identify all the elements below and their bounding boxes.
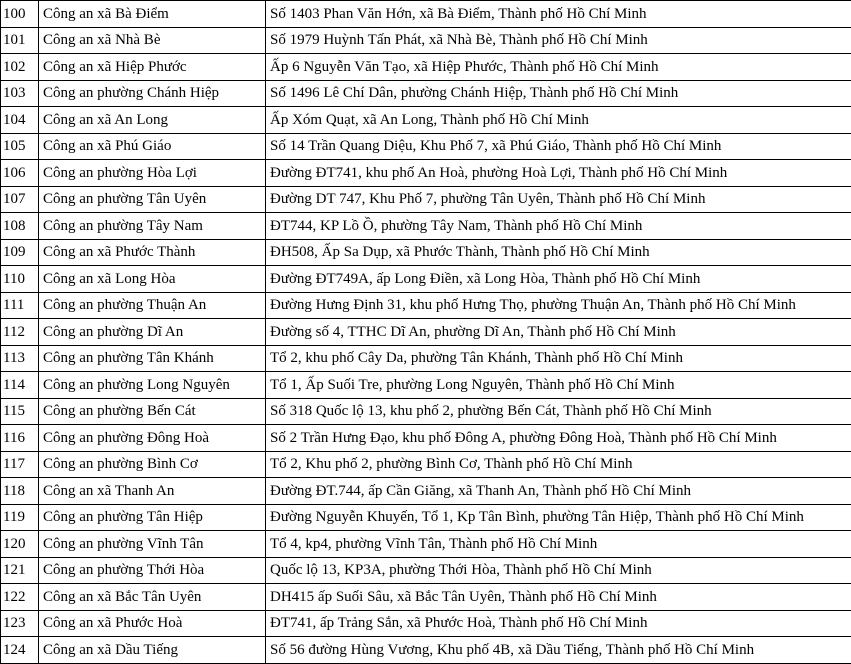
station-name-cell: Công an xã Bắc Tân Uyên <box>39 584 266 611</box>
row-number-cell: 108 <box>1 213 39 240</box>
station-name-cell: Công an phường Thuận An <box>39 292 266 319</box>
station-name-cell: Công an phường Tân Khánh <box>39 345 266 372</box>
station-name-cell: Công an phường Hòa Lợi <box>39 160 266 187</box>
station-address-cell: Ấp Xóm Quạt, xã An Long, Thành phố Hồ Chí Minh <box>266 107 851 134</box>
row-number-cell: 121 <box>1 557 39 584</box>
station-name-cell: Công an phường Tân Uyên <box>39 186 266 213</box>
row-number-cell: 104 <box>1 107 39 134</box>
table-row <box>1 213 851 240</box>
table-row <box>1 557 851 584</box>
table-row <box>1 425 851 452</box>
row-number-cell: 100 <box>1 1 39 28</box>
station-address-cell: Số 1496 Lê Chí Dân, phường Chánh Hiệp, Thành phố Hồ Chí Minh <box>266 80 851 107</box>
station-address-cell: ĐH508, Ấp Sa Dụp, xã Phước Thành, Thành phố Hồ Chí Minh <box>266 239 851 266</box>
station-address-cell: ĐT741, ấp Trảng Sắn, xã Phước Hoà, Thành phố Hồ Chí Minh <box>266 610 851 637</box>
station-address-cell: Đường ĐT.744, ấp Cần Giăng, xã Thanh An, Thành phố Hồ Chí Minh <box>266 478 851 505</box>
table-row <box>1 345 851 372</box>
row-number-cell: 112 <box>1 319 39 346</box>
row-number-cell: 119 <box>1 504 39 531</box>
table-row <box>1 186 851 213</box>
station-name-cell: Công an xã Long Hòa <box>39 266 266 293</box>
station-address-cell: Số 1979 Huỳnh Tấn Phát, xã Nhà Bè, Thành phố Hồ Chí Minh <box>266 27 851 54</box>
station-name-cell: Công an phường Tân Hiệp <box>39 504 266 531</box>
table-row <box>1 160 851 187</box>
station-address-cell: Tổ 2, khu phố Cây Da, phường Tân Khánh, Thành phố Hồ Chí Minh <box>266 345 851 372</box>
table-row <box>1 584 851 611</box>
table-row <box>1 504 851 531</box>
row-number-cell: 109 <box>1 239 39 266</box>
table-row <box>1 531 851 558</box>
table-row <box>1 1 851 28</box>
table-row <box>1 107 851 134</box>
station-address-cell: ĐT744, KP Lồ Ồ, phường Tây Nam, Thành phố Hồ Chí Minh <box>266 213 851 240</box>
table-row <box>1 27 851 54</box>
table-row <box>1 80 851 107</box>
station-name-cell: Công an xã Phước Hoà <box>39 610 266 637</box>
station-address-cell: Số 2 Trần Hưng Đạo, khu phố Đông A, phường Đông Hoà, Thành phố Hồ Chí Minh <box>266 425 851 452</box>
row-number-cell: 103 <box>1 80 39 107</box>
table-row <box>1 266 851 293</box>
row-number-cell: 101 <box>1 27 39 54</box>
row-number-cell: 102 <box>1 54 39 81</box>
station-name-cell: Công an phường Bến Cát <box>39 398 266 425</box>
table-row <box>1 478 851 505</box>
station-address-cell: Đường DT 747, Khu Phố 7, phường Tân Uyên, Thành phố Hồ Chí Minh <box>266 186 851 213</box>
table-row <box>1 54 851 81</box>
station-name-cell: Công an phường Bình Cơ <box>39 451 266 478</box>
row-number-cell: 106 <box>1 160 39 187</box>
station-address-cell: Tổ 2, Khu phố 2, phường Bình Cơ, Thành phố Hồ Chí Minh <box>266 451 851 478</box>
station-address-cell: DH415 ấp Suối Sâu, xã Bắc Tân Uyên, Thành phố Hồ Chí Minh <box>266 584 851 611</box>
station-address-cell: Số 56 đường Hùng Vương, Khu phố 4B, xã Dầu Tiếng, Thành phố Hồ Chí Minh <box>266 637 851 664</box>
station-name-cell: Công an xã Phú Giáo <box>39 133 266 160</box>
station-address-cell: Quốc lộ 13, KP3A, phường Thới Hòa, Thành phố Hồ Chí Minh <box>266 557 851 584</box>
table-body <box>1 1 851 664</box>
station-address-cell: Tổ 4, kp4, phường Vĩnh Tân, Thành phố Hồ Chí Minh <box>266 531 851 558</box>
station-name-cell: Công an xã Dầu Tiếng <box>39 637 266 664</box>
station-name-cell: Công an phường Vĩnh Tân <box>39 531 266 558</box>
row-number-cell: 115 <box>1 398 39 425</box>
station-name-cell: Công an xã Thanh An <box>39 478 266 505</box>
station-name-cell: Công an phường Tây Nam <box>39 213 266 240</box>
table-row <box>1 398 851 425</box>
station-name-cell: Công an xã Phước Thành <box>39 239 266 266</box>
station-address-cell: Số 14 Trần Quang Diệu, Khu Phố 7, xã Phú Giáo, Thành phố Hồ Chí Minh <box>266 133 851 160</box>
table-row <box>1 292 851 319</box>
table-row <box>1 372 851 399</box>
table-row <box>1 610 851 637</box>
row-number-cell: 124 <box>1 637 39 664</box>
station-name-cell: Công an phường Thới Hòa <box>39 557 266 584</box>
table-row <box>1 637 851 664</box>
table-row <box>1 319 851 346</box>
row-number-cell: 117 <box>1 451 39 478</box>
station-address-cell: Số 1403 Phan Văn Hớn, xã Bà Điểm, Thành phố Hồ Chí Minh <box>266 1 851 28</box>
station-name-cell: Công an xã Bà Điểm <box>39 1 266 28</box>
station-address-cell: Đường số 4, TTHC Dĩ An, phường Dĩ An, Thành phố Hồ Chí Minh <box>266 319 851 346</box>
row-number-cell: 116 <box>1 425 39 452</box>
table-row <box>1 451 851 478</box>
station-name-cell: Công an phường Đông Hoà <box>39 425 266 452</box>
row-number-cell: 120 <box>1 531 39 558</box>
row-number-cell: 110 <box>1 266 39 293</box>
station-address-cell: Đường ĐT741, khu phố An Hoà, phường Hoà Lợi, Thành phố Hồ Chí Minh <box>266 160 851 187</box>
station-name-cell: Công an xã Nhà Bè <box>39 27 266 54</box>
row-number-cell: 105 <box>1 133 39 160</box>
row-number-cell: 122 <box>1 584 39 611</box>
row-number-cell: 107 <box>1 186 39 213</box>
station-name-cell: Công an phường Chánh Hiệp <box>39 80 266 107</box>
table-row <box>1 133 851 160</box>
station-address-cell: Số 318 Quốc lộ 13, khu phố 2, phường Bến Cát, Thành phố Hồ Chí Minh <box>266 398 851 425</box>
table-row <box>1 239 851 266</box>
station-address-cell: Tổ 1, Ấp Suối Tre, phường Long Nguyên, Thành phố Hồ Chí Minh <box>266 372 851 399</box>
station-address-cell: Ấp 6 Nguyễn Văn Tạo, xã Hiệp Phước, Thành phố Hồ Chí Minh <box>266 54 851 81</box>
station-name-cell: Công an xã An Long <box>39 107 266 134</box>
row-number-cell: 113 <box>1 345 39 372</box>
station-address-cell: Đường Nguyễn Khuyến, Tổ 1, Kp Tân Bình, phường Tân Hiệp, Thành phố Hồ Chí Minh <box>266 504 851 531</box>
row-number-cell: 118 <box>1 478 39 505</box>
row-number-cell: 114 <box>1 372 39 399</box>
row-number-cell: 111 <box>1 292 39 319</box>
station-name-cell: Công an phường Long Nguyên <box>39 372 266 399</box>
station-name-cell: Công an phường Dĩ An <box>39 319 266 346</box>
station-address-cell: Đường Hưng Định 31, khu phố Hưng Thọ, phường Thuận An, Thành phố Hồ Chí Minh <box>266 292 851 319</box>
station-name-cell: Công an xã Hiệp Phước <box>39 54 266 81</box>
station-address-cell: Đường ĐT749A, ấp Long Điền, xã Long Hòa, Thành phố Hồ Chí Minh <box>266 266 851 293</box>
row-number-cell: 123 <box>1 610 39 637</box>
